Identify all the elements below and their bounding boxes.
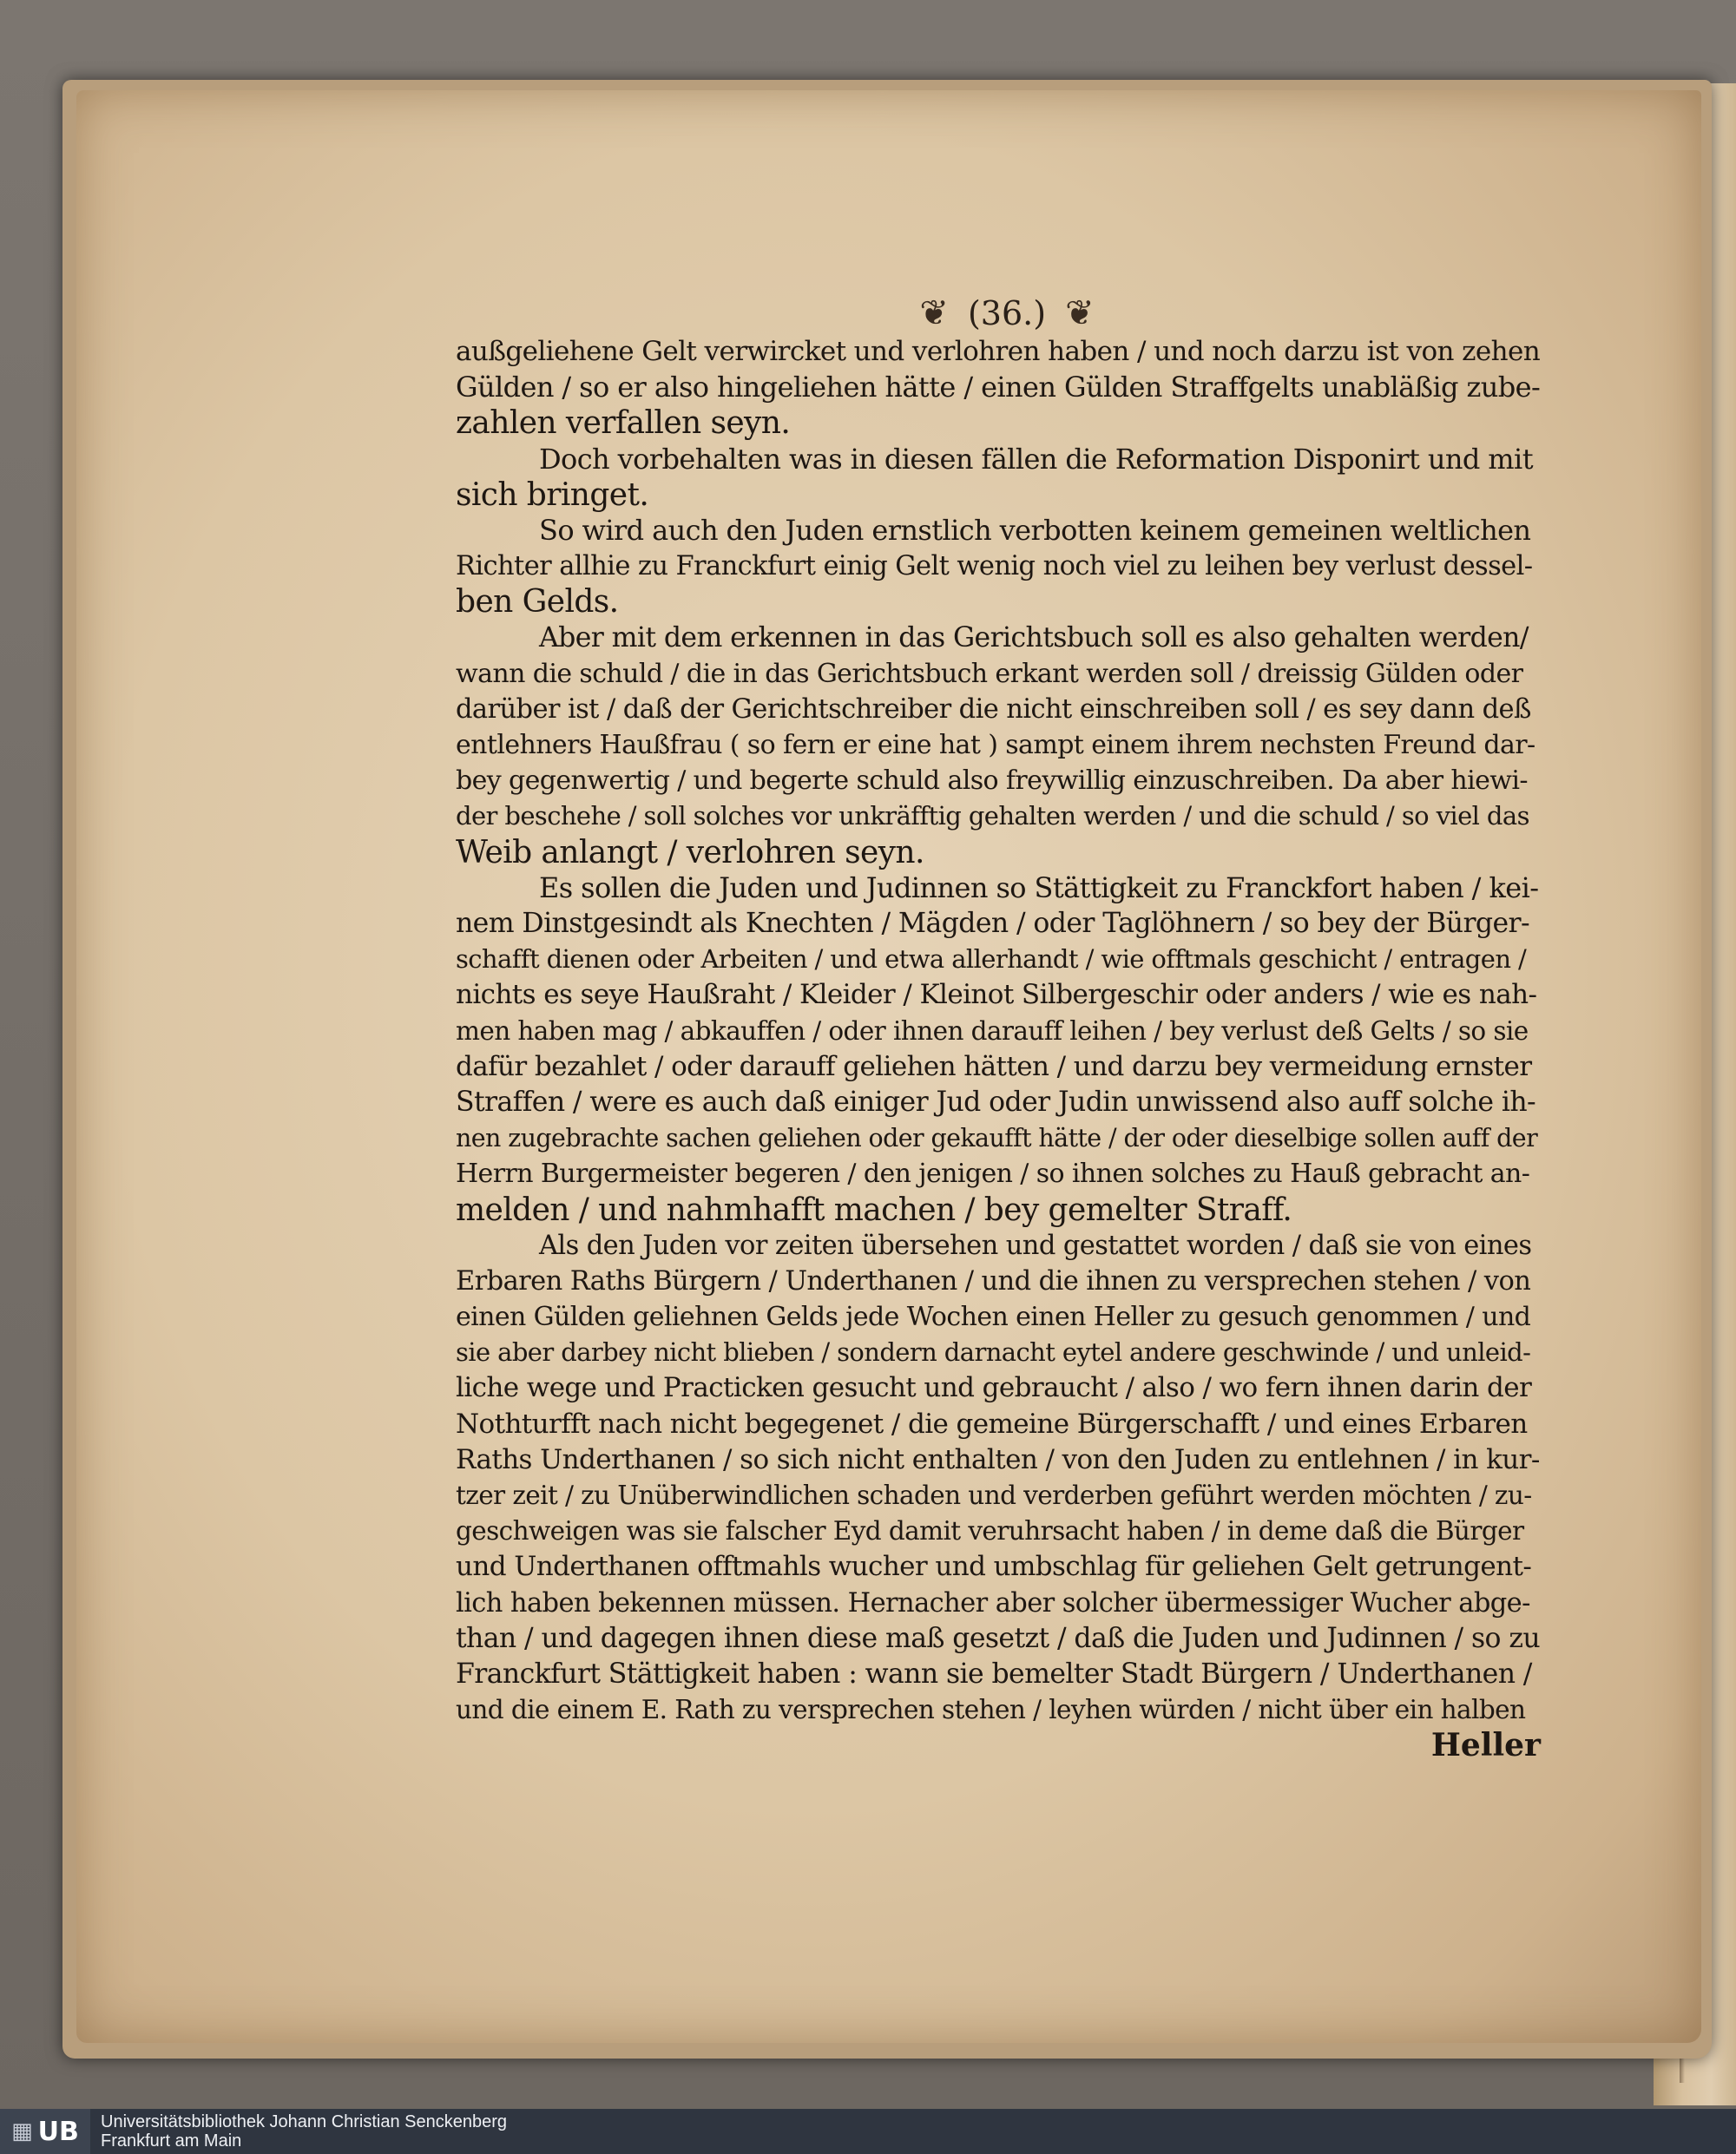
text-line: und die einem E. Rath zu versprechen stehen / leyhen würden / nicht über ein halben: [456, 1695, 1526, 1725]
library-name-line1: Universitätsbibliothek Johann Christian Senckenberg: [101, 2112, 508, 2131]
text-line: Franckfurt Stättigkeit haben : wann sie bemelter Stadt Bürgern / Underthanen /: [456, 1658, 1532, 1690]
text-line: Aber mit dem erkennen in das Gerichtsbuch soll es also gehalten werden/: [539, 621, 1529, 653]
text-line: bey gegenwertig / und begerte schuld also freywillig einzuschreiben. Da aber hiewi-: [456, 765, 1528, 797]
text-line: außgeliehene Gelt verwircket und verlohren haben / und noch darzu ist von zehen: [456, 336, 1541, 367]
catchword: Heller: [1430, 1727, 1541, 1764]
text-line: geschweigen was sie falscher Eyd damit veruhrsacht haben / in deme daß die Bürger: [456, 1516, 1524, 1547]
right-ornament-icon: ❦: [1065, 293, 1095, 333]
text-line: Raths Underthanen / so sich nicht enthalten / von den Juden zu entlehnen / in kur-: [456, 1443, 1540, 1475]
text-line: nem Dinstgesindt als Knechten / Mägden / oder Taglöhnern / so bey der Bürger-: [456, 908, 1530, 939]
library-name-line2: Frankfurt am Main: [101, 2131, 242, 2151]
text-line: sich bringet.: [456, 476, 649, 513]
library-logo: [0, 2109, 90, 2154]
text-line: darüber ist / daß der Gerichtschreiber die nicht einschreiben soll / es sey dann deß: [456, 693, 1531, 725]
text-line: Herrn Burgermeister begeren / den jenigen / so ihnen solches zu Hauß gebracht an-: [456, 1159, 1530, 1190]
text-line: dafür bezahlet / oder darauff geliehen hätten / und darzu bey vermeidung ernster: [456, 1050, 1532, 1082]
text-line: wann die schuld / die in das Gerichtsbuch erkant werden soll / dreissig Gülden oder: [456, 658, 1523, 689]
text-line: und Underthanen offtmahls wucher und umbschlag für geliehen Gelt getrungent-: [456, 1551, 1532, 1583]
text-line: than / und dagegen ihnen diese maß gesetzt / daß die Juden und Judinnen / so zu: [456, 1622, 1541, 1654]
text-line: sie aber darbey nicht blieben / sondern darnacht eytel andere geschwinde / und unleid-: [456, 1337, 1531, 1368]
text-line: Weib anlangt / verlohren seyn.: [456, 834, 924, 870]
text-line: Straffen / were es auch daß einiger Jud oder Judin unwissend also auff solche ih-: [456, 1086, 1536, 1118]
page-header: [877, 293, 1137, 333]
text-line: lich haben bekennen müssen. Hernacher aber solcher übermessiger Wucher abge-: [456, 1587, 1530, 1619]
text-line: nen zugebrachte sachen geliehen oder gekaufft hätte / der oder dieselbige sollen auff der: [456, 1124, 1538, 1153]
text-line: entlehners Haußfrau ( so fern er eine hat ) sampt einem ihrem nechsten Freund dar-: [456, 730, 1535, 761]
text-line: Nothturfft nach nicht begegenet / die gemeine Bürgerschafft / und eines Erbaren: [456, 1408, 1528, 1440]
left-ornament-icon: ❦: [919, 293, 949, 333]
text-line: Erbaren Raths Bürgern / Underthanen / und die ihnen zu versprechen stehen / von: [456, 1265, 1531, 1297]
body-text: [456, 334, 1541, 1764]
library-name: [101, 2112, 507, 2151]
text-line: schafft dienen oder Arbeiten / und etwa allerhandt / wie offtmals geschicht / entragen /: [456, 944, 1527, 975]
logo-text: UB: [37, 2116, 79, 2147]
text-line: men haben mag / abkauffen / oder ihnen darauff leihen / bey verlust deß Gelts / so sie: [456, 1015, 1529, 1046]
text-line: Doch vorbehalten was in diesen fällen die Reformation Disponirt und mit: [539, 442, 1533, 476]
library-footer: [0, 2109, 1736, 2154]
text-line: tzer zeit / zu Unüberwindlichen schaden und verderben geführt werden möchten / zu-: [456, 1481, 1532, 1510]
text-line: Gülden / so er also hingeliehen hätte / einen Gülden Straffgelts unabläßig zube-: [456, 371, 1541, 404]
logo-mark-icon: ▦: [11, 2118, 33, 2144]
text-line: Als den Juden vor zeiten übersehen und gestattet worden / daß sie von eines: [539, 1230, 1532, 1261]
text-line: So wird auch den Juden ernstlich verbotten keinem gemeinen weltlichen: [539, 513, 1531, 547]
text-line: ben Gelds.: [456, 584, 619, 621]
text-line: liche wege und Practicken gesucht und gebraucht / also / wo fern ihnen darin der: [456, 1372, 1532, 1404]
text-line: der beschehe / soll solches vor unkräfftig gehalten werden / und die schuld / so viel das: [456, 801, 1529, 831]
text-line: Es sollen die Juden und Judinnen so Stättigkeit zu Franckfort haben / kei-: [539, 870, 1539, 904]
text-line: einen Gülden geliehnen Gelds jede Wochen einen Heller zu gesuch genommen / und: [456, 1302, 1531, 1333]
text-line: melden / und nahmhafft machen / bey gemelter Straff.: [456, 1192, 1292, 1228]
text-line: Richter allhie zu Franckfurt einig Gelt wenig noch viel zu leihen bey verlust dessel-: [456, 551, 1533, 582]
page-number: (36.): [967, 294, 1047, 332]
text-line: zahlen verfallen seyn.: [456, 405, 791, 442]
text-line: nichts es seye Haußraht / Kleider / Kleinot Silbergeschir oder anders / wie es nah-: [456, 979, 1537, 1011]
